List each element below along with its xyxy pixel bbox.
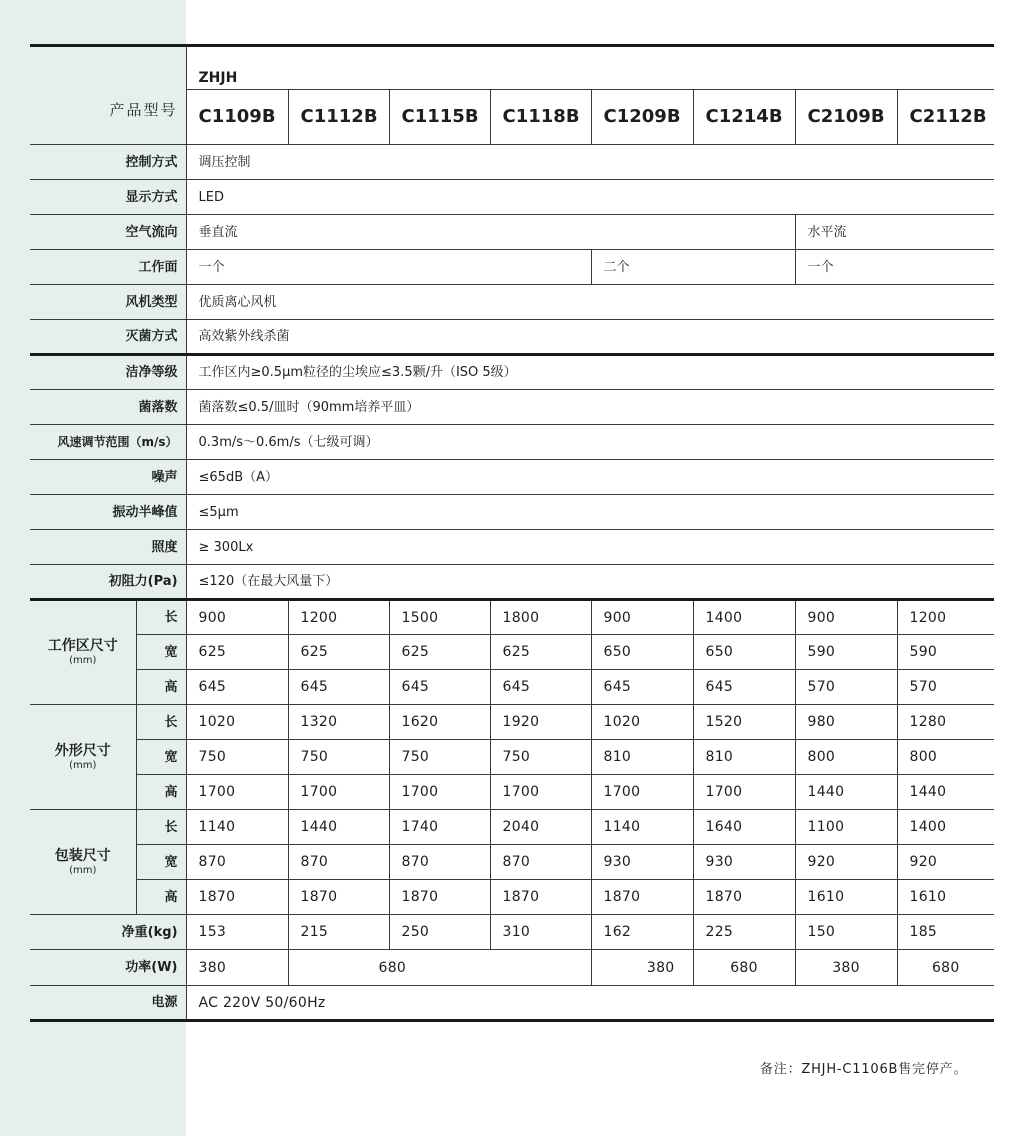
sterilize-value: 高效紫外线杀菌 [186, 320, 994, 355]
table-cell: 1280 [897, 705, 994, 740]
windspeed-label: 风速调节范围（m/s） [30, 425, 186, 460]
table-cell: 380 [591, 950, 693, 986]
table-cell: 1440 [795, 775, 897, 810]
table-cell: 1440 [288, 810, 389, 845]
outer-label: 外形尺寸 [54, 742, 111, 759]
table-cell: 225 [693, 915, 795, 950]
outer-group-label [30, 705, 136, 810]
length-label: 长 [136, 600, 186, 635]
worksurface-value-b: 二个 [591, 250, 795, 285]
colony-row [30, 390, 994, 425]
windspeed-value: 0.3m/s～0.6m/s（七级可调） [186, 425, 994, 460]
table-cell: 680 [897, 950, 994, 986]
height-label: 高 [136, 775, 186, 810]
table-cell: 800 [897, 740, 994, 775]
table-cell: 1100 [795, 810, 897, 845]
illumination-value: ≥ 300Lx [186, 530, 994, 565]
table-cell: 870 [288, 845, 389, 880]
vibration-label: 振动半峰值 [30, 495, 186, 530]
length-label: 长 [136, 810, 186, 845]
table-cell: 1520 [693, 705, 795, 740]
supply-row [30, 986, 994, 1021]
noise-label: 噪声 [30, 460, 186, 495]
table-cell: 250 [389, 915, 490, 950]
work-area-height-row [30, 670, 994, 705]
table-cell: 750 [389, 740, 490, 775]
table-cell: 920 [795, 845, 897, 880]
table-cell: 380 [186, 950, 288, 986]
table-cell: 1920 [490, 705, 591, 740]
table-cell: 900 [795, 600, 897, 635]
table-cell: 645 [186, 670, 288, 705]
table-cell: 1800 [490, 600, 591, 635]
airflow-label: 空气流向 [30, 215, 186, 250]
display-value: LED [186, 180, 994, 215]
table-cell: 1610 [795, 880, 897, 915]
outer-length-row [30, 705, 994, 740]
table-cell: 645 [591, 670, 693, 705]
table-cell: 625 [389, 635, 490, 670]
outer-width-row [30, 740, 994, 775]
supply-label: 电源 [30, 986, 186, 1021]
model-cell: C1209B [591, 90, 693, 145]
net-weight-row [30, 915, 994, 950]
worksurface-value-c: 一个 [795, 250, 994, 285]
table-cell: 1870 [693, 880, 795, 915]
supply-value: AC 220V 50/60Hz [186, 986, 994, 1021]
work-area-label: 工作区尺寸 [47, 638, 118, 654]
table-cell: 870 [490, 845, 591, 880]
height-label: 高 [136, 880, 186, 915]
table-cell: 1700 [288, 775, 389, 810]
table-cell: 1020 [591, 705, 693, 740]
airflow-value-vertical: 垂直流 [186, 215, 795, 250]
fan-label: 风机类型 [30, 285, 186, 320]
table-cell: 590 [795, 635, 897, 670]
table-cell: 1400 [693, 600, 795, 635]
table-cell: 215 [288, 915, 389, 950]
table-cell: 810 [693, 740, 795, 775]
package-height-row [30, 880, 994, 915]
noise-value: ≤65dB（A） [186, 460, 994, 495]
table-cell: 1740 [389, 810, 490, 845]
table-cell: 310 [490, 915, 591, 950]
table-cell: 1870 [389, 880, 490, 915]
model-cell: C2109B [795, 90, 897, 145]
table-cell: 1700 [389, 775, 490, 810]
table-cell: 1700 [490, 775, 591, 810]
model-cell: C1115B [389, 90, 490, 145]
table-cell: 1440 [897, 775, 994, 810]
illumination-row [30, 530, 994, 565]
table-cell: 1700 [186, 775, 288, 810]
table-cell: 625 [186, 635, 288, 670]
windspeed-row [30, 425, 994, 460]
table-cell: 625 [288, 635, 389, 670]
model-header-label [30, 46, 186, 145]
table-cell: 1870 [591, 880, 693, 915]
vibration-row [30, 495, 994, 530]
table-cell: 1700 [591, 775, 693, 810]
table-cell: 1870 [186, 880, 288, 915]
colony-value: 菌落数≤0.5/皿时（90mm培养平皿） [186, 390, 994, 425]
table-cell: 1870 [288, 880, 389, 915]
outer-unit: (mm) [69, 759, 97, 771]
table-cell: 920 [897, 845, 994, 880]
table-cell: 930 [591, 845, 693, 880]
table-cell: 870 [186, 845, 288, 880]
table-cell: 680 [288, 950, 591, 986]
table-cell: 1870 [490, 880, 591, 915]
table-cell: 650 [591, 635, 693, 670]
package-group-label [30, 810, 136, 915]
table-cell: 680 [693, 950, 795, 986]
cleanliness-value: 工作区内≥0.5μm粒径的尘埃应≤3.5颗/升（ISO 5级） [186, 355, 994, 390]
table-cell: 900 [186, 600, 288, 635]
table-cell: 1620 [389, 705, 490, 740]
package-label: 包装尺寸 [54, 847, 111, 864]
table-cell: 810 [591, 740, 693, 775]
width-label: 宽 [136, 635, 186, 670]
table-cell: 380 [795, 950, 897, 986]
worksurface-value-a: 一个 [186, 250, 591, 285]
height-label: 高 [136, 670, 186, 705]
model-cell: C2112B [897, 90, 994, 145]
work-area-length-row [30, 600, 994, 635]
table-cell: 930 [693, 845, 795, 880]
table-cell: 645 [288, 670, 389, 705]
vibration-value: ≤5μm [186, 495, 994, 530]
fan-row [30, 285, 994, 320]
header-series-row [30, 46, 994, 90]
model-cell: C1214B [693, 90, 795, 145]
width-label: 宽 [136, 845, 186, 880]
model-cell: C1118B [490, 90, 591, 145]
footnote: 备注：ZHJH-C1106B售完停产。 [760, 1062, 968, 1077]
model-label: 产品型号 [109, 101, 178, 119]
package-width-row [30, 845, 994, 880]
display-row [30, 180, 994, 215]
table-cell: 750 [288, 740, 389, 775]
model-cell: C1109B [186, 90, 288, 145]
table-cell: 750 [186, 740, 288, 775]
table-cell: 870 [389, 845, 490, 880]
work-area-width-row [30, 635, 994, 670]
control-label: 控制方式 [30, 145, 186, 180]
table-cell: 1400 [897, 810, 994, 845]
net-weight-label: 净重(kg) [30, 915, 186, 950]
noise-row [30, 460, 994, 495]
cleanliness-row [30, 355, 994, 390]
table-cell: 1700 [693, 775, 795, 810]
table-cell: 1200 [897, 600, 994, 635]
power-row [30, 950, 994, 986]
illumination-label: 照度 [30, 530, 186, 565]
resistance-row [30, 565, 994, 600]
table-cell: 1610 [897, 880, 994, 915]
table-cell: 1140 [591, 810, 693, 845]
control-row [30, 145, 994, 180]
worksurface-row [30, 250, 994, 285]
table-cell: 1020 [186, 705, 288, 740]
table-cell: 800 [795, 740, 897, 775]
colony-label: 菌落数 [30, 390, 186, 425]
fan-value: 优质离心风机 [186, 285, 994, 320]
outer-height-row [30, 775, 994, 810]
cleanliness-label: 洁净等级 [30, 355, 186, 390]
sterilize-row [30, 320, 994, 355]
table-cell: 1200 [288, 600, 389, 635]
table-cell: 750 [490, 740, 591, 775]
package-unit: (mm) [69, 864, 97, 876]
airflow-value-horizontal: 水平流 [795, 215, 994, 250]
sterilize-label: 灭菌方式 [30, 320, 186, 355]
table-cell: 980 [795, 705, 897, 740]
table-cell: 590 [897, 635, 994, 670]
table-cell: 1640 [693, 810, 795, 845]
table-cell: 162 [591, 915, 693, 950]
width-label: 宽 [136, 740, 186, 775]
table-cell: 645 [389, 670, 490, 705]
worksurface-label: 工作面 [30, 250, 186, 285]
table-cell: 2040 [490, 810, 591, 845]
table-cell: 153 [186, 915, 288, 950]
table-cell: 185 [897, 915, 994, 950]
package-length-row [30, 810, 994, 845]
table-cell: 900 [591, 600, 693, 635]
spec-table [30, 44, 994, 1022]
length-label: 长 [136, 705, 186, 740]
table-cell: 645 [490, 670, 591, 705]
series-label: ZHJH [186, 46, 994, 90]
table-cell: 570 [795, 670, 897, 705]
resistance-value: ≤120（在最大风量下） [186, 565, 994, 600]
power-label: 功率(W) [30, 950, 186, 986]
table-cell: 1320 [288, 705, 389, 740]
table-cell: 1140 [186, 810, 288, 845]
resistance-label: 初阻力(Pa) [30, 565, 186, 600]
display-label: 显示方式 [30, 180, 186, 215]
table-cell: 650 [693, 635, 795, 670]
model-cell: C1112B [288, 90, 389, 145]
work-area-group-label [30, 600, 136, 705]
control-value: 调压控制 [186, 145, 994, 180]
table-cell: 1500 [389, 600, 490, 635]
table-cell: 570 [897, 670, 994, 705]
airflow-row [30, 215, 994, 250]
table-cell: 625 [490, 635, 591, 670]
work-area-unit: (mm) [69, 655, 97, 666]
table-cell: 645 [693, 670, 795, 705]
table-cell: 150 [795, 915, 897, 950]
